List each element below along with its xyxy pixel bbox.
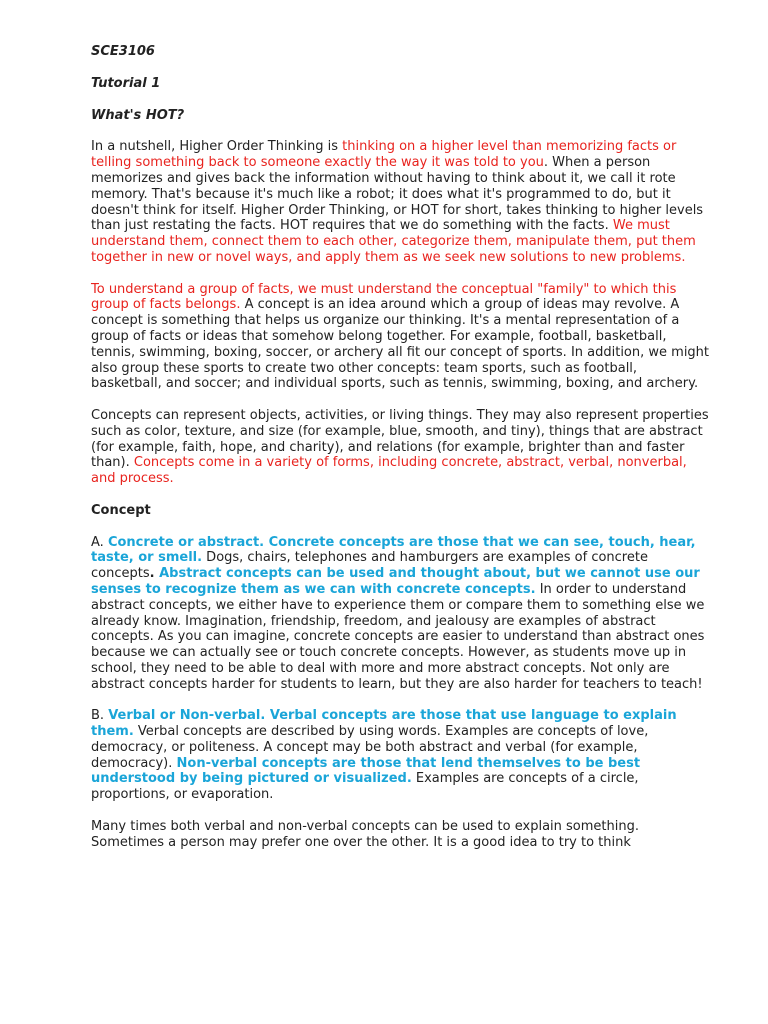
highlight-red: To understand a group of facts, we must understand the conceptual "family" to which this group of facts belongs. <box>91 281 677 313</box>
paragraph-concept-family: To understand a group of facts, we must understand the conceptual "family" to which this group of facts belongs. A concept is an idea around which a group of ideas may revolve. A concept is something that helps us organize our thinking. It's a mental representation of a group of facts or ideas that somehow belong together. For example, football, basketball, tennis, swimming, boxing, soccer, or archery all fit our concept of sports. In addition, we might also group these sports to create two other concepts: team sports, such as football, basketball, and soccer; and individual sports, such as tennis, swimming, boxing, and archery. <box>91 281 710 392</box>
highlight-blue: Concrete or abstract. Concrete concepts are those that we can see, touch, hear, taste, or smell. <box>91 534 696 566</box>
highlight-red: thinking on a higher level than memorizing facts or telling something back to someone exactly the way it was told to you <box>91 139 677 171</box>
highlight-blue: Abstract concepts can be used and thought about, but we cannot use our senses to recognize them as we can with concrete concepts. <box>91 566 700 597</box>
document-body <box>91 44 711 866</box>
paragraph-hot-definition: In a nutshell, Higher Order Thinking is thinking on a higher level than memorizing facts or telling something back to someone exactly the way it was told to you. When a person memorizes and gives back the information without having to think about it, we call it rote memory. That's because it's much like a robot; it does what it's programmed to do, but it doesn't think for itself. Higher Order Thinking, or HOT for short, takes thinking to higher levels than just restating the facts. HOT requires that we do something with the facts. We must understand them, connect them to each other, categorize them, manipulate them, put them together in new or novel ways, and apply them as we seek new solutions to new problems. <box>91 139 704 265</box>
highlight-red: We must understand them, connect them to each other, categorize them, manipulate them, put them together in new or novel ways, and apply them as we seek new solutions to new problems. <box>91 218 696 265</box>
highlight-blue: Non-verbal concepts are those that lend themselves to be best understood by being pictured or visualized. <box>91 755 641 787</box>
highlight-blue: Verbal or Non-verbal. Verbal concepts are those that use language to explain them. <box>91 708 677 740</box>
paragraph-concept-types: Concepts can represent objects, activities, or living things. They may also represent properties such as color, texture, and size (for example, blue, smooth, and tiny), things that are abstract (for example, faith, hope, and charity), and relations (for example, brighter than and faster than). Concepts come in a variety of forms, including concrete, abstract, verbal, nonverbal, and process. <box>91 407 709 487</box>
tutorial-title: Tutorial 1 <box>91 75 161 91</box>
paragraph-concrete-abstract: A. Concrete or abstract. Concrete concepts are those that we can see, touch, hear, taste, or smell. Dogs, chairs, telephones and hamburgers are examples of concrete concepts. Abstract concepts can be used and thought about, but we cannot use our senses to recognize them as we can with concrete concepts. In order to understand abstract concepts, we either have to experience them or compare them to something else we already know. Imagination, friendship, freedom, and jealousy are examples of abstract concepts. As you can imagine, concrete concepts are easier to understand than abstract ones because we can actually see or touch concrete concepts. However, as students move up in school, they need to be able to deal with more and more abstract concepts. Not only are abstract concepts harder for students to learn, but they are also harder for teachers to teach! <box>91 534 705 692</box>
course-code: SCE3106 <box>91 44 155 59</box>
paragraph-verbal-nonverbal: B. Verbal or Non-verbal. Verbal concepts are those that use language to explain them. Verbal concepts are described by using words. Examples are concepts of love, democracy, or politeness. A concept may be both abstract and verbal (for example, democracy). Non-verbal concepts are those that lend themselves to be best understood by being pictured or visualized. Examples are concepts of a circle, proportions, or evaporation. <box>91 708 677 803</box>
concept-heading: Concept <box>91 502 151 518</box>
paragraph-closing: Many times both verbal and non-verbal concepts can be used to explain something. Sometimes a person may prefer one over the other. It is a good idea to try to think <box>91 818 639 850</box>
section-heading: What's HOT? <box>91 107 185 123</box>
highlight-red: Concepts come in a variety of forms, including concrete, abstract, verbal, nonverbal, and process. <box>91 455 687 487</box>
